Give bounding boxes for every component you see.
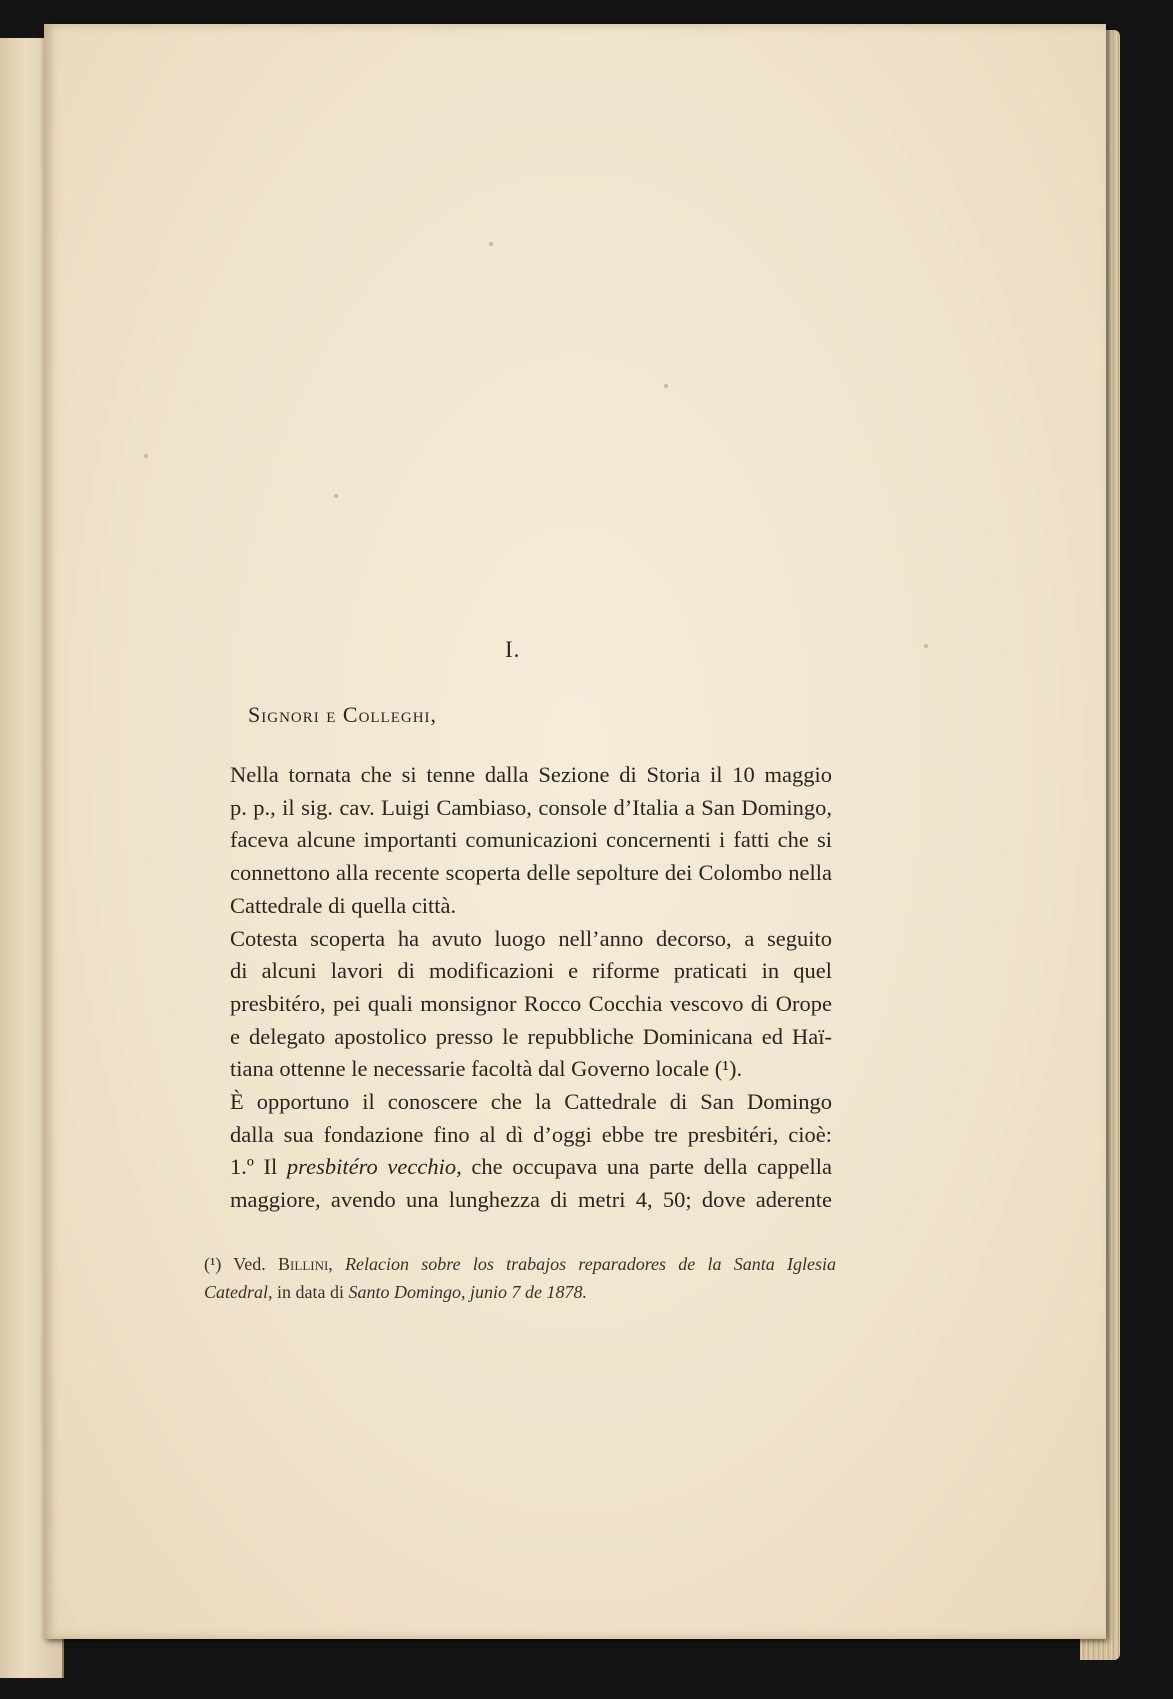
footnote-line — [204, 1278, 836, 1306]
paper-speck — [144, 454, 148, 458]
footnote-title: Relacion sobre los trabajos reparadores de la Santa Iglesia — [345, 1254, 836, 1274]
paper-speck — [664, 384, 668, 388]
footnote-place-date: Santo Domingo, junio 7 de 1878. — [348, 1282, 587, 1302]
paragraph-1 — [204, 759, 832, 923]
section-number: I. — [505, 637, 521, 662]
paper-speck — [334, 494, 338, 498]
italic-term: presbitéro vecchio, — [286, 1154, 462, 1180]
footnote-marker: (¹) Ved. — [204, 1254, 279, 1274]
footnote-title-cont: Catedral, — [204, 1282, 273, 1302]
text-line: tiana ottenne le necessarie facoltà dal Governo locale (¹). — [230, 1056, 743, 1082]
item-number: 1.º Il — [230, 1154, 287, 1180]
footnote-author: Billini, — [278, 1254, 333, 1274]
text-line: di alcuni lavori di modificazioni e riforme praticati in quel — [230, 958, 832, 984]
text-line: maggiore, avendo una lunghezza di metri 4, 50; dove aderente — [230, 1187, 832, 1213]
text-line: Nella tornata che si tenne dalla Sezione di Storia il 10 maggio — [230, 762, 832, 787]
text-line: faceva alcune importanti comunicazioni concernenti i fatti che si — [230, 827, 832, 853]
text-line: connettono alla recente scoperta delle sepolture dei Colombo nella — [230, 860, 832, 886]
text-line: È opportuno il conoscere che la Cattedrale di San Domingo — [230, 1089, 832, 1115]
paragraph-4 — [204, 1151, 832, 1216]
text-line: presbitéro, pei quali monsignor Rocco Cocchia vescovo di Orope — [230, 990, 832, 1016]
footnote-line — [204, 1250, 836, 1278]
text-line: p. p., il sig. cav. Luigi Cambiaso, console d’Italia a San Domingo, — [230, 794, 832, 820]
paragraph-3 — [204, 1086, 832, 1151]
paragraph-2 — [204, 923, 832, 1087]
paper-speck — [924, 644, 928, 648]
text-line: Cattedrale di quella città. — [230, 892, 457, 918]
text-fragment: che occupava una parte della cappella — [461, 1154, 832, 1180]
body-text — [204, 759, 832, 1217]
text-line: dalla sua fondazione fino al dì d’oggi ebbe tre presbitéri, cioè: — [230, 1121, 832, 1147]
paper-speck — [489, 242, 493, 246]
text-line: e delegato apostolico presso le repubbliche Dominicana ed Haï- — [230, 1023, 832, 1049]
text-line — [204, 1151, 832, 1184]
footnote — [204, 1250, 836, 1306]
salutation: Signori e Colleghi, — [248, 702, 438, 727]
text-line: Cotesta scoperta ha avuto luogo nell’anno decorso, a seguito — [230, 925, 832, 951]
footnote-text: in data di — [272, 1282, 349, 1302]
